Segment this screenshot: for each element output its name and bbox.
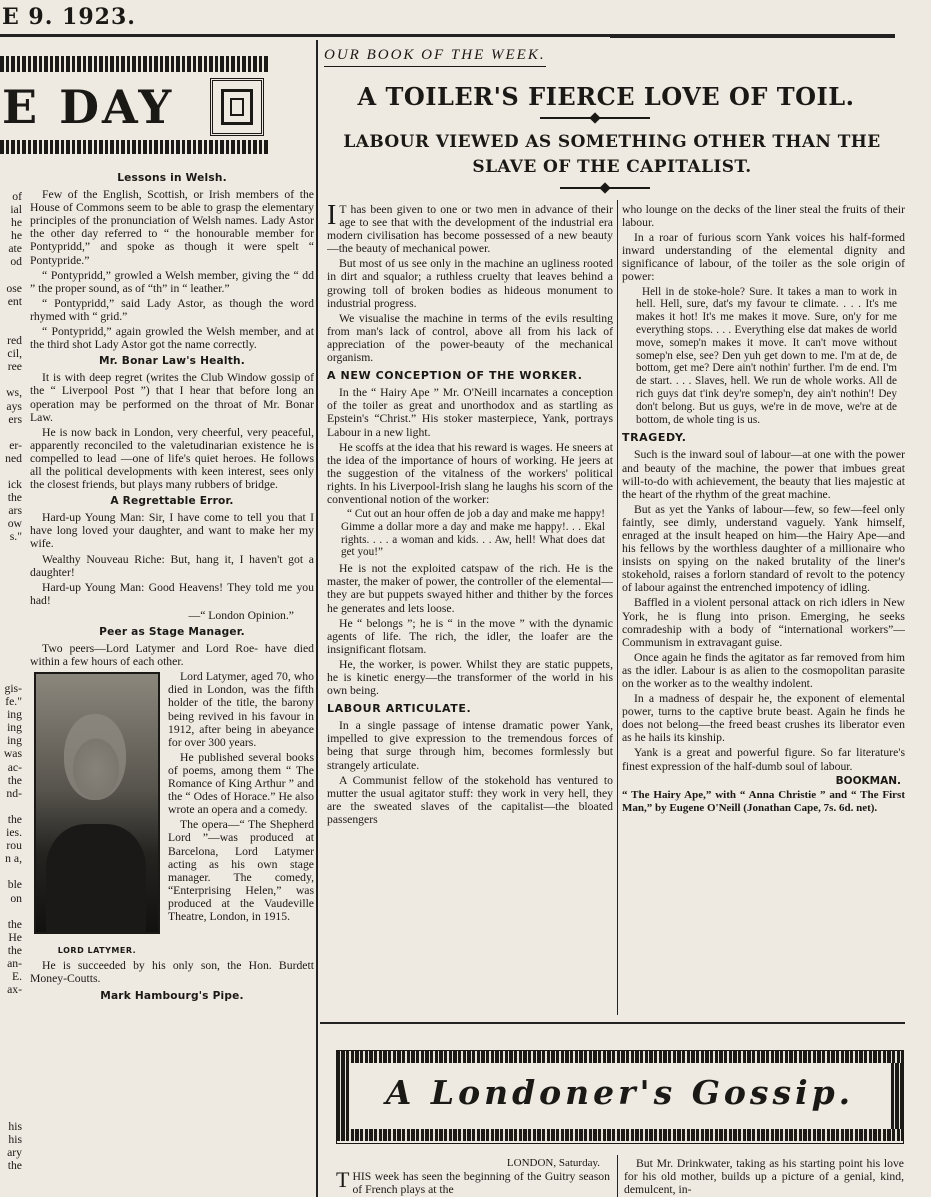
clipped-text-fragment: ble bbox=[7, 878, 22, 892]
article-headline: A TOILER'S FIERCE LOVE OF TOIL. bbox=[357, 82, 855, 111]
paragraph: Lord Latymer, aged 70, who died in London, was the fifth holder of the title, the barony being revived in his favour in 1912, after being in abeyance for over 300 years. bbox=[168, 670, 314, 749]
clipped-text-fragment bbox=[0, 865, 22, 878]
clipped-text-fragment: the bbox=[7, 1159, 22, 1173]
paragraph: But Mr. Drinkwater, taking as his starting point his love for his old mother, builds up a picture of a genial, kind, demulcent, in- bbox=[624, 1157, 904, 1197]
banner-bottom-border bbox=[0, 140, 268, 154]
clipped-text-fragment: n a, bbox=[5, 852, 22, 866]
paragraph: But most of us see only in the machine an ugliness rooted in dirt and squalor; a ruthless cruelty that leaves behind a growing toll of broken bodies as hideous monument to industrial progress. bbox=[327, 257, 613, 310]
clipped-text-fragment: ial bbox=[10, 203, 22, 217]
clipped-text-fragment: E. bbox=[11, 970, 22, 984]
paragraph: “ Pontypridd,” again growled the Welsh member, and at the third shot Lady Astor got the name correctly. bbox=[30, 325, 314, 352]
article-kicker: OUR BOOK OF THE WEEK. bbox=[324, 47, 546, 67]
paragraph: Few of the English, Scottish, or Irish members of the House of Commons seem to be able to grasp the elementary principles of the pronunciation of Welsh names. Lady Astor the other day referred to “ the honourable member for Pontypridd,” and spoke as though it were spelt “ Pontypride.” bbox=[30, 188, 314, 267]
clipped-text-fragment bbox=[0, 321, 22, 334]
paragraph: who lounge on the decks of the liner steal the fruits of their labour. bbox=[622, 203, 905, 230]
clipped-text-fragment bbox=[0, 426, 22, 439]
clipped-text-fragment: his bbox=[8, 1133, 22, 1147]
clipped-text-fragment: od bbox=[10, 255, 22, 269]
clipped-text-fragment: ws, bbox=[6, 386, 22, 400]
section-heading: A NEW CONCEPTION OF THE WORKER. bbox=[327, 369, 583, 383]
clipped-text-fragment: the bbox=[7, 943, 22, 957]
gossip-banner bbox=[336, 1050, 904, 1144]
portrait-box bbox=[34, 672, 160, 957]
paragraph: Yank is a great and powerful figure. So far literature's finest expression of the half-dumb soul of labour. bbox=[622, 746, 905, 773]
dateline: LONDON, Saturday. bbox=[506, 1157, 600, 1169]
page-date: E 9. 1923. bbox=[2, 4, 136, 30]
clipped-text-fragment: the bbox=[7, 917, 22, 931]
clipped-text-fragment: on bbox=[10, 891, 22, 905]
paragraph: In a madness of despair he, the exponent of elemental power, turns to the captive brute beast. Again he finds he does not belong—the freed beast crushes its liberator even as he hails its kinship. bbox=[622, 692, 905, 745]
paragraph: “ Pontypridd,” said Lady Astor, as though the word rhymed with “ grid.” bbox=[30, 296, 314, 323]
gossip-right-border bbox=[891, 1063, 903, 1129]
drop-cap: I bbox=[327, 203, 337, 231]
clipped-text-fragment: his bbox=[8, 1120, 22, 1133]
section-heading: Peer as Stage Manager. bbox=[99, 626, 245, 638]
paragraph: He “ belongs ”; he is “ in the move ” with the dynamic agents of life. The rich, the idler, the loafer are the insignificant flotsam. bbox=[327, 616, 613, 656]
paragraph: Such is the inward soul of labour—at one with the power and beauty of the machine, the power that imbues great will-to-do with achievement, the beauty that lies majestic at the heart of the rhythm of the great machine. bbox=[622, 448, 905, 501]
clipped-text-fragment bbox=[0, 465, 22, 478]
clipped-column-bottom bbox=[0, 1120, 22, 1172]
clipped-text-fragment: of bbox=[12, 190, 22, 203]
gossip-bottom-border bbox=[337, 1129, 903, 1141]
clipped-text-fragment: the bbox=[7, 773, 22, 787]
clipped-text-fragment: cil, bbox=[7, 347, 22, 361]
paragraph: He, the worker, is power. Whilst they are static puppets, he is kinetic energy—the transformer of the world in his own being. bbox=[327, 657, 613, 698]
clipped-text-fragment: rou bbox=[6, 839, 22, 853]
clipped-text-fragment bbox=[0, 800, 22, 813]
book-credit: “ The Hairy Ape,” with “ Anna Christie ” and “ The First Man,” by Eugene O'Neill (Jonathan Cape, 7s. 6d. net). bbox=[622, 788, 905, 814]
banner-top-border bbox=[0, 56, 268, 72]
paragraph: Once again he finds the agitator as far removed from him as the idler. Labour is as alien to the cosmopolitan parasite on the worker as to the wealthy indolent. bbox=[622, 650, 905, 691]
clipped-text-fragment bbox=[0, 269, 22, 282]
clipped-text-fragment: the bbox=[7, 812, 22, 826]
block-quote: “ Cut out an hour offen de job a day and make me happy! Gimme a dollar more a day and make me happy!. . . Ekal rights. . . . a woman and kids. . . Aw, hell! What does dat get you!” bbox=[341, 508, 605, 559]
greek-key-ornament bbox=[210, 78, 264, 136]
paragraph: He is not the exploited catspaw of the rich. He is the master, the maker of power, the controller of the elemental—they are but puppets swayed hither and thither by the forces he generates and lets loose. bbox=[327, 562, 613, 615]
reviewer-signature: BOOKMAN. bbox=[835, 774, 901, 787]
paragraph: In a single passage of intense dramatic power Yank, impelled to give expression to the tremendous forces of being that surge through him, becomes formlessly but strangely articulate. bbox=[327, 719, 613, 772]
paragraph: Hard-up Young Man: Good Heavens! They told me you had! bbox=[30, 580, 314, 607]
clipped-text-fragment: was bbox=[3, 747, 22, 761]
gossip-column-1 bbox=[336, 1157, 610, 1197]
paragraph: Wealthy Nouveau Riche: But, hang it, I haven't got a daughter! bbox=[30, 552, 314, 579]
clipped-text-fragment bbox=[0, 905, 22, 918]
gossip-left-border bbox=[337, 1063, 349, 1129]
article-column-1 bbox=[327, 203, 613, 1018]
clipped-text-fragment: red bbox=[7, 334, 22, 348]
clipped-text-fragment: ned bbox=[5, 451, 22, 465]
paragraph: He is now back in London, very cheerful, very peaceful, apparently reconciled to the valetudinarian existence he is compelled to lead —one of life's quiet heroes. He follows all the political developments with keen interest, sees only the closest friends, but plays many rubbers of bridge. bbox=[30, 425, 314, 492]
paragraph: Hard-up Young Man: Sir, I have come to tell you that I have long loved your daughter, and want to make her my wife. bbox=[30, 511, 314, 551]
article-subhead: LABOUR VIEWED AS SOMETHING OTHER THAN THE SLAVE OF THE CAPITALIST. bbox=[343, 132, 881, 177]
paragraph: He is succeeded by his only son, the Hon. Burdett Money-Coutts. bbox=[30, 959, 314, 986]
section-heading: LABOUR ARTICULATE. bbox=[327, 702, 472, 716]
clipped-text-fragment: ars bbox=[8, 504, 22, 518]
clipped-text-fragment bbox=[0, 308, 22, 321]
clipped-text-fragment: an- bbox=[7, 956, 22, 970]
clipped-text-fragment: nd- bbox=[6, 786, 22, 800]
paragraph: Two peers—Lord Latymer and Lord Roe- have died within a few hours of each other. bbox=[30, 642, 314, 669]
paragraph: In a roar of furious scorn Yank voices his half-formed inward understanding of the elemental dignity and significance of labour, of the toiler as the sole origin of power: bbox=[622, 231, 905, 284]
block-quote: Hell in de stoke-hole? Sure. It takes a man to work in hell. Hell, sure, dat's my favour te climate. . . . It's me makes it hot! It's me makes it move. Sure, on'y for me everything stops. . . . Everything else dat makes de world move, somep'n makes it move. It can't move without somep'n else, see? Den yuh get down to me. I'm at de, de bottom, get me? Dere ain't nothin' further. I'm de end. I'm de start. . . . Slaves, hell. We run de whole works. All de rich guys dat t'ink dey're somep'n, dey ain't nothin'! Dey don't belong. But us guys, we're in de move, we're at de bottom, de whole ting is us. bbox=[636, 285, 897, 426]
section-heading: Mr. Bonar Law's Health. bbox=[99, 355, 245, 368]
clipped-text-fragment: ies. bbox=[6, 826, 22, 840]
clipped-text-fragment: er- bbox=[9, 438, 22, 452]
paragraph: He published several books of poems, among them “ The Romance of King Arthur ” and the “ Odes of Horace.” He also wrote an opera and a comedy. bbox=[168, 750, 314, 817]
paragraph: THIS week has seen the beginning of the Guitry season of French plays at the bbox=[336, 1167, 610, 1197]
paragraph: He scoffs at the idea that his reward is wages. He sneers at the idea of the importance of hours of working. He jeers at the suggestion of the vitalness of the workers' political rights. In his Liverpool-Irish slang he laughs his scorn of the conventional notion of the worker: bbox=[327, 440, 613, 506]
banner-title: E DAY bbox=[2, 80, 175, 134]
quote-source: —“ London Opinion.” bbox=[188, 608, 294, 622]
column-divider bbox=[316, 40, 318, 1197]
clipped-text-fragment: ing bbox=[7, 721, 22, 735]
clipped-text-fragment: ent bbox=[7, 294, 22, 308]
section-heading: Mark Hambourg's Pipe. bbox=[100, 989, 244, 1002]
clipped-text-fragment: ax- bbox=[7, 983, 22, 997]
clipped-text-fragment: ing bbox=[7, 708, 22, 722]
section-heading: A Regrettable Error. bbox=[110, 495, 234, 508]
article-column-2 bbox=[622, 203, 905, 1018]
portrait-caption: LORD LATYMER. bbox=[57, 946, 137, 956]
clipped-text-fragment: ing bbox=[7, 734, 22, 748]
paragraph: “ Pontypridd,” growled a Welsh member, giving the “ dd ” the proper sound, as of “th” in “ leather.” bbox=[30, 268, 314, 295]
clipped-text-fragment: the bbox=[7, 491, 22, 505]
paragraph: In the “ Hairy Ape ” Mr. O'Neill incarnates a conception of the toiler as great and unorthodox and as startling as Epstein's “Christ.” His stoker masterpiece, Yank, portrays Labour in a new light. bbox=[327, 386, 613, 439]
section-heading: Lessons in Welsh. bbox=[117, 172, 227, 184]
clipped-text-fragment: ary bbox=[7, 1146, 22, 1160]
clipped-text-fragment: gis- bbox=[4, 682, 22, 695]
gossip-title: A Londoner's Gossip. bbox=[385, 1073, 855, 1112]
gossip-column-divider bbox=[617, 1155, 618, 1197]
clipped-text-fragment: ate bbox=[8, 242, 22, 256]
clipped-text-fragment: He bbox=[8, 930, 22, 944]
clipped-text-fragment: s." bbox=[9, 530, 22, 544]
paragraph: The opera—“ The Shepherd Lord ”—was produced at Barcelona, Lord Latymer acting as his own stage manager. The comedy, “Enterprising Helen,” was produced at the Vaudeville Theatre, London, in 1915. bbox=[168, 818, 314, 923]
clipped-text-fragment bbox=[0, 373, 22, 386]
clipped-text-fragment: ers bbox=[8, 412, 22, 426]
clipped-text-fragment: ick bbox=[7, 478, 22, 492]
clipped-text-fragment: ow bbox=[7, 517, 22, 531]
clipped-column-middle bbox=[0, 682, 22, 996]
article-bottom-rule bbox=[320, 1022, 905, 1024]
clipped-text-fragment: ays bbox=[6, 399, 22, 413]
kicker-rule bbox=[610, 37, 895, 38]
left-news-column bbox=[30, 168, 314, 1197]
clipped-column-top bbox=[0, 190, 22, 544]
portrait-photo bbox=[34, 672, 160, 934]
clipped-text-fragment: ose bbox=[6, 281, 22, 295]
paragraph: But as yet the Yanks of labour—few, so few—feel only faintly, see dimly, understand vaguely. Yank himself, enraged at the insult heaped on him—the Hairy Ape—and his fellows by the worthless daughter of a millionaire who insists on spying on the naked brutality of the liner's stokehold, raises a forlorn standard of revolt to the potency of labour against the entrenched impotency of idling. bbox=[622, 502, 905, 595]
clipped-text-fragment: he bbox=[10, 229, 22, 243]
clipped-text-fragment: he bbox=[10, 216, 22, 230]
paragraph: We visualise the machine in terms of the evils resulting from man's lack of control, above all from his lack of appreciation of the power-beauty of the mechanical organism. bbox=[327, 311, 613, 365]
paragraph: A Communist fellow of the stokehold has ventured to mutter the usual agitator stuff: they work in very hell, they are the sweated slaves of the capitalist—the bloated passengers bbox=[327, 773, 613, 826]
clipped-text-fragment: ac- bbox=[7, 760, 22, 774]
article-column-divider bbox=[617, 200, 618, 1015]
gossip-top-border bbox=[337, 1051, 903, 1063]
section-heading: TRAGEDY. bbox=[622, 431, 687, 445]
clipped-text-fragment: ree bbox=[7, 360, 22, 374]
headline-ornament-dot bbox=[589, 112, 600, 123]
gossip-column-2 bbox=[624, 1157, 904, 1197]
paragraph: I T has been given to one or two men in advance of their age to see that with the development of the industrial era modern civilisation has become possessed of a new beauty—the beauty of mechanical power. bbox=[327, 203, 613, 256]
paragraph: It is with deep regret (writes the Club Window gossip of the “ Liverpool Post ”) that I hear that before long an operation may be performed on the throat of Mr. Bonar Law. bbox=[30, 371, 314, 424]
subhead-ornament-dot bbox=[599, 182, 610, 193]
clipped-text-fragment: fe." bbox=[5, 695, 22, 709]
drop-cap: T bbox=[336, 1167, 350, 1193]
paragraph: Baffled in a violent personal attack on rich idlers in New York, he is flung into prison. Emerging, he seeks comradeship with a body of “international workers”—Communism in extravagant guise. bbox=[622, 596, 905, 649]
